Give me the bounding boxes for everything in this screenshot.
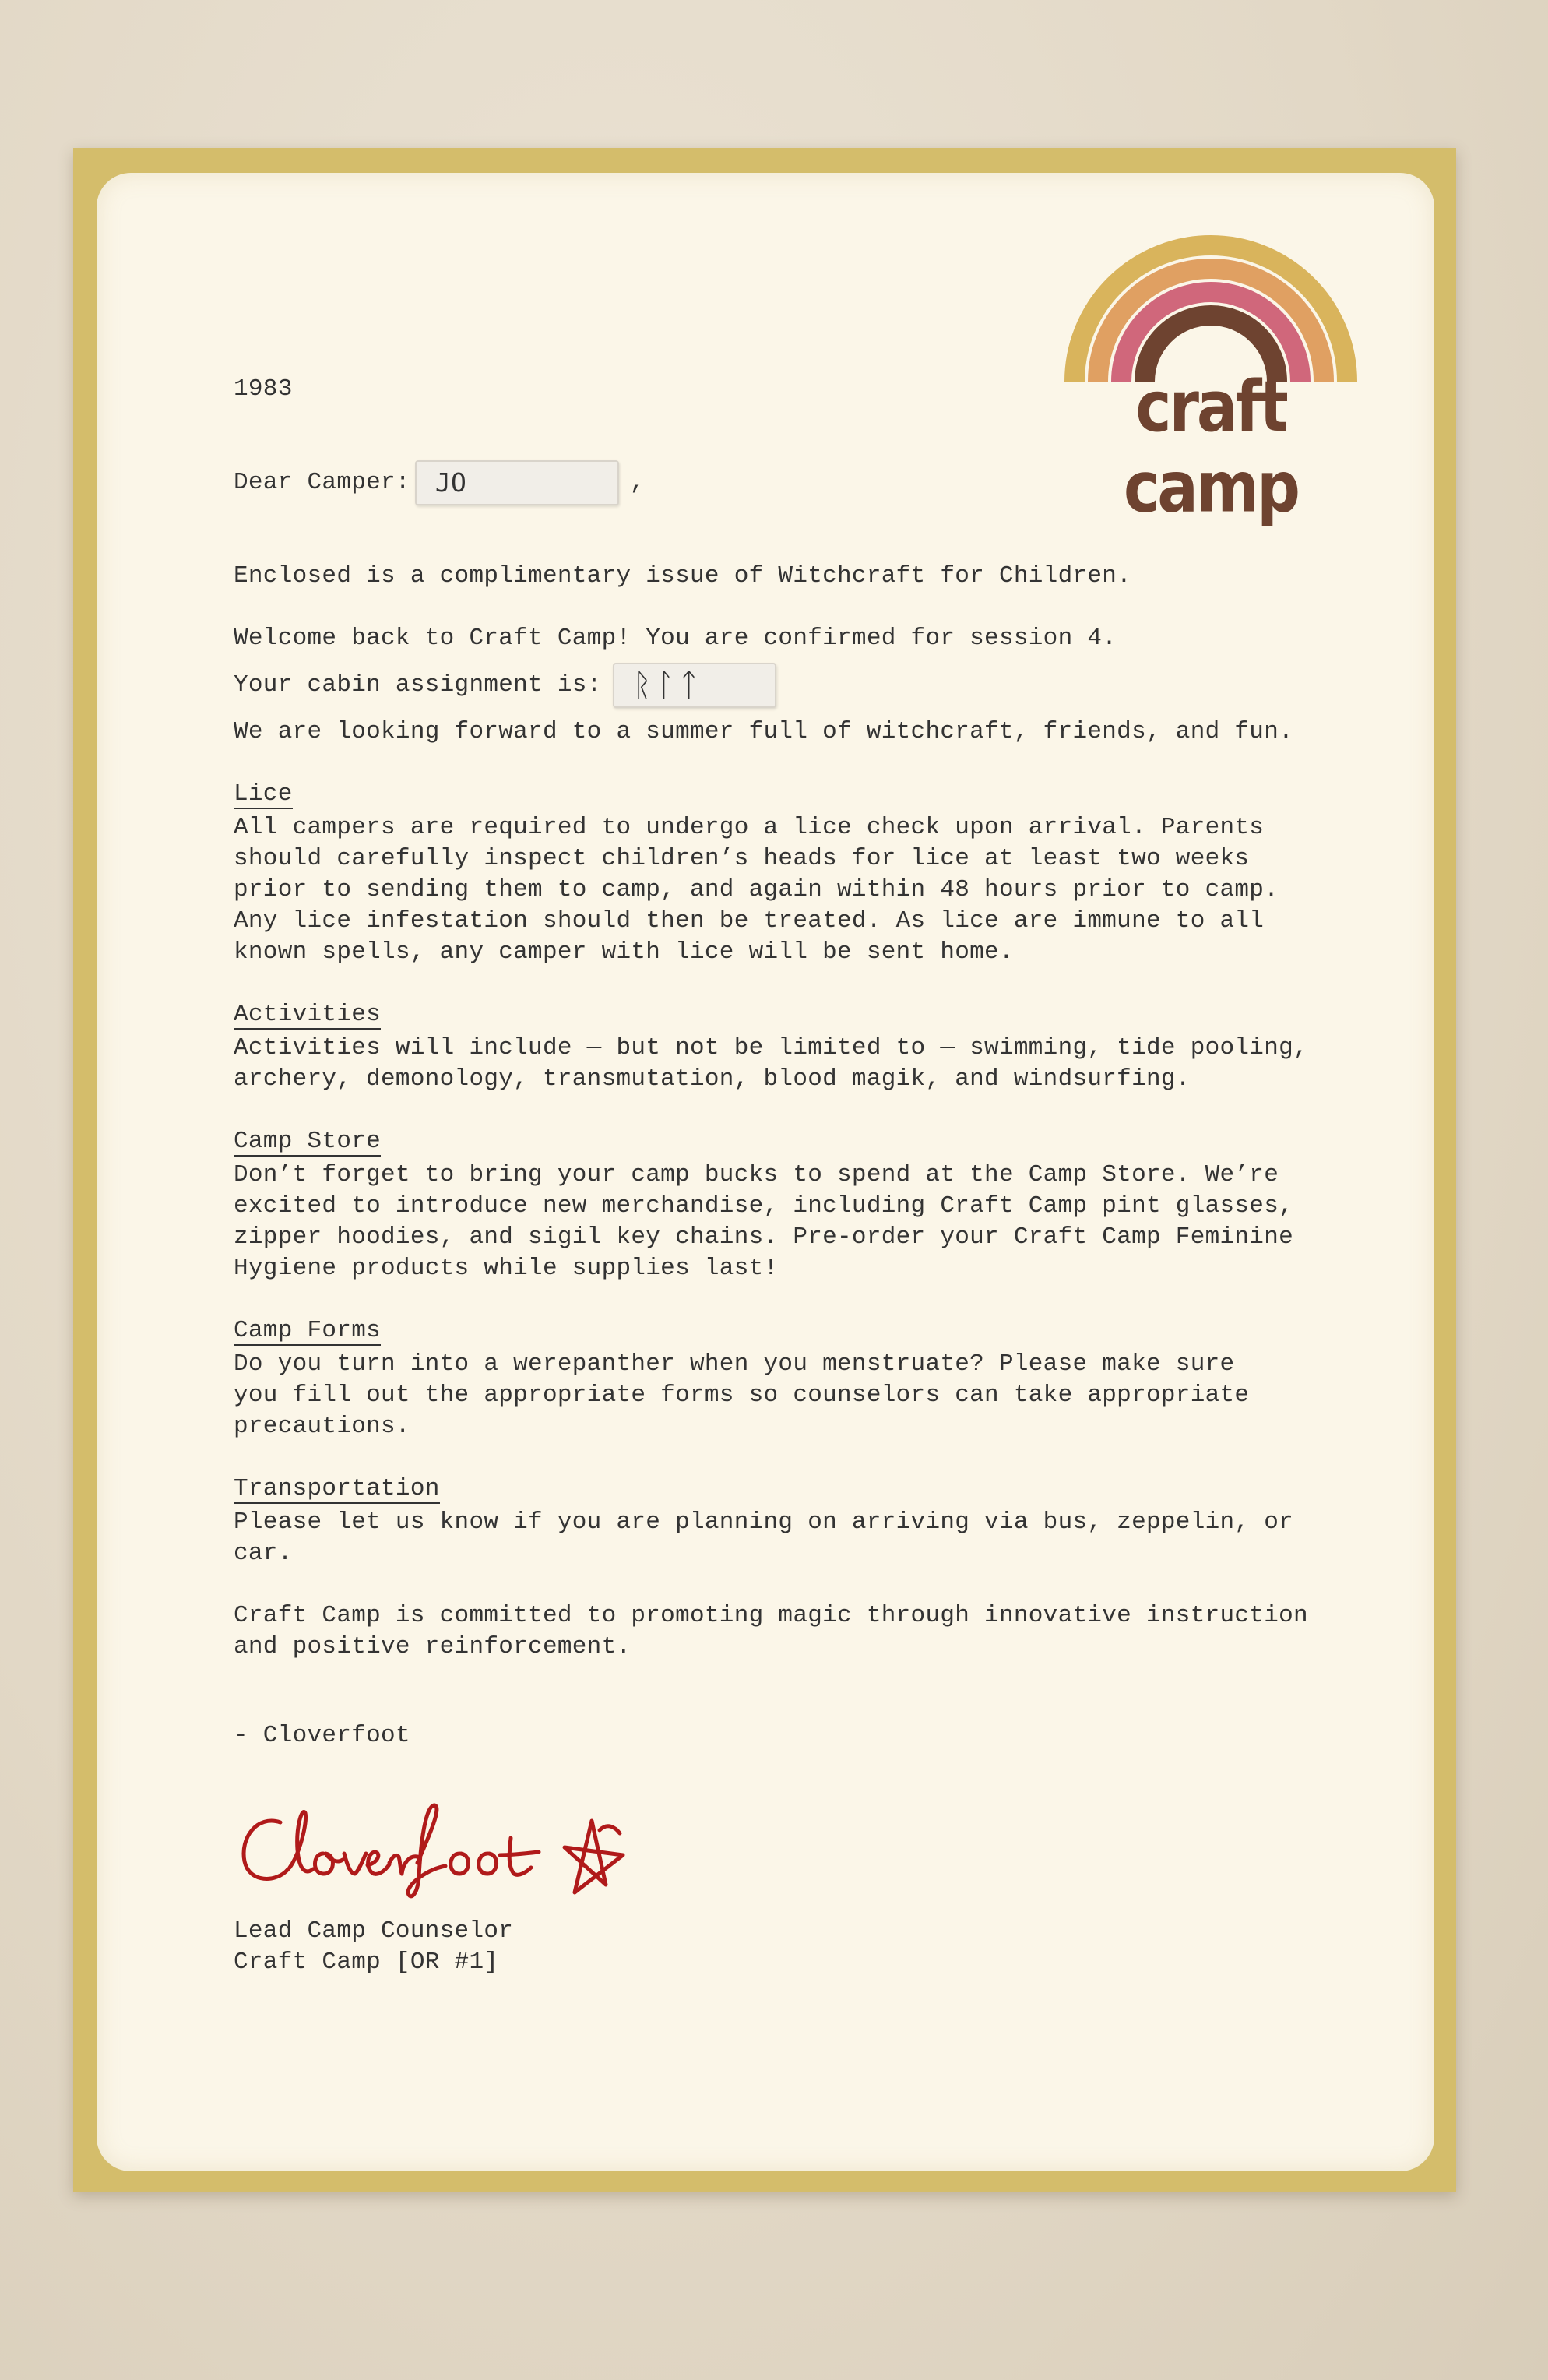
logo-wordmark: craft camp	[1124, 367, 1298, 529]
section-heading: Camp Store	[234, 1128, 382, 1155]
closing-line-1: Craft Camp is committed to promoting magic through innovative instruction	[234, 1602, 1308, 1629]
section-line: should carefully inspect children’s heads for lice at least two weeks	[234, 845, 1250, 872]
cabin-row	[234, 654, 1386, 716]
signature-block	[234, 1916, 1386, 1978]
section-transportation	[234, 1473, 1386, 1569]
signature-image	[234, 1791, 779, 1900]
intro-line-1: Enclosed is a complimentary issue of Witchcraft for Children.	[234, 562, 1132, 590]
section-line: known spells, any camper with lice will be sent home.	[234, 938, 1014, 966]
section-heading: Lice	[234, 780, 293, 808]
camper-name-field[interactable]: JO	[415, 460, 619, 505]
intro-line-2: Welcome back to Craft Camp! You are confirmed for session 4.	[234, 625, 1117, 652]
letter-body	[234, 374, 1386, 1752]
cabin-assignment-field[interactable]: ᚱᛚᛏ	[613, 663, 776, 708]
title-line-2: Craft Camp [OR #1]	[234, 1949, 499, 1976]
section-heading: Transportation	[234, 1475, 440, 1502]
greeting-label: Dear Camper:	[234, 469, 410, 496]
section-line: zipper hoodies, and sigil key chains. Pre-order your Craft Camp Feminine	[234, 1223, 1294, 1251]
rainbow-icon	[1059, 226, 1363, 389]
section-camp-forms	[234, 1315, 1386, 1442]
section-heading: Activities	[234, 1001, 382, 1028]
sign-off: - Cloverfoot	[234, 1722, 410, 1749]
section-line: Any lice infestation should then be treated. As lice are immune to all	[234, 907, 1265, 935]
section-line: prior to sending them to camp, and again within 48 hours prior to camp.	[234, 876, 1279, 903]
section-line: car.	[234, 1540, 293, 1567]
section-activities	[234, 999, 1386, 1095]
section-camp-store	[234, 1126, 1386, 1284]
section-line: archery, demonology, transmutation, blood magik, and windsurfing.	[234, 1065, 1191, 1093]
section-line: precautions.	[234, 1413, 410, 1440]
section-line: Please let us know if you are planning on arriving via bus, zeppelin, or	[234, 1509, 1294, 1536]
cabin-label: Your cabin assignment is:	[234, 671, 602, 699]
letter-date: 1983	[234, 375, 293, 403]
greeting-comma: ,	[629, 469, 645, 496]
section-line: excited to introduce new merchandise, including Craft Camp pint glasses,	[234, 1192, 1294, 1220]
section-line: Don’t forget to bring your camp bucks to spend at the Camp Store. We’re	[234, 1161, 1279, 1188]
section-line: All campers are required to undergo a lice check upon arrival. Parents	[234, 814, 1265, 841]
closing-line-2: and positive reinforcement.	[234, 1633, 632, 1660]
looking-forward-line: We are looking forward to a summer full of witchcraft, friends, and fun.	[234, 718, 1294, 745]
section-lice	[234, 779, 1386, 968]
greeting-row	[234, 452, 1386, 514]
title-line-1: Lead Camp Counselor	[234, 1917, 514, 1945]
section-heading: Camp Forms	[234, 1317, 382, 1344]
section-line: Activities will include — but not be limited to — swimming, tide pooling,	[234, 1034, 1308, 1061]
section-line: Do you turn into a werepanther when you menstruate? Please make sure	[234, 1350, 1235, 1378]
section-line: Hygiene products while supplies last!	[234, 1255, 779, 1282]
section-line: you fill out the appropriate forms so counselors can take appropriate	[234, 1382, 1250, 1409]
